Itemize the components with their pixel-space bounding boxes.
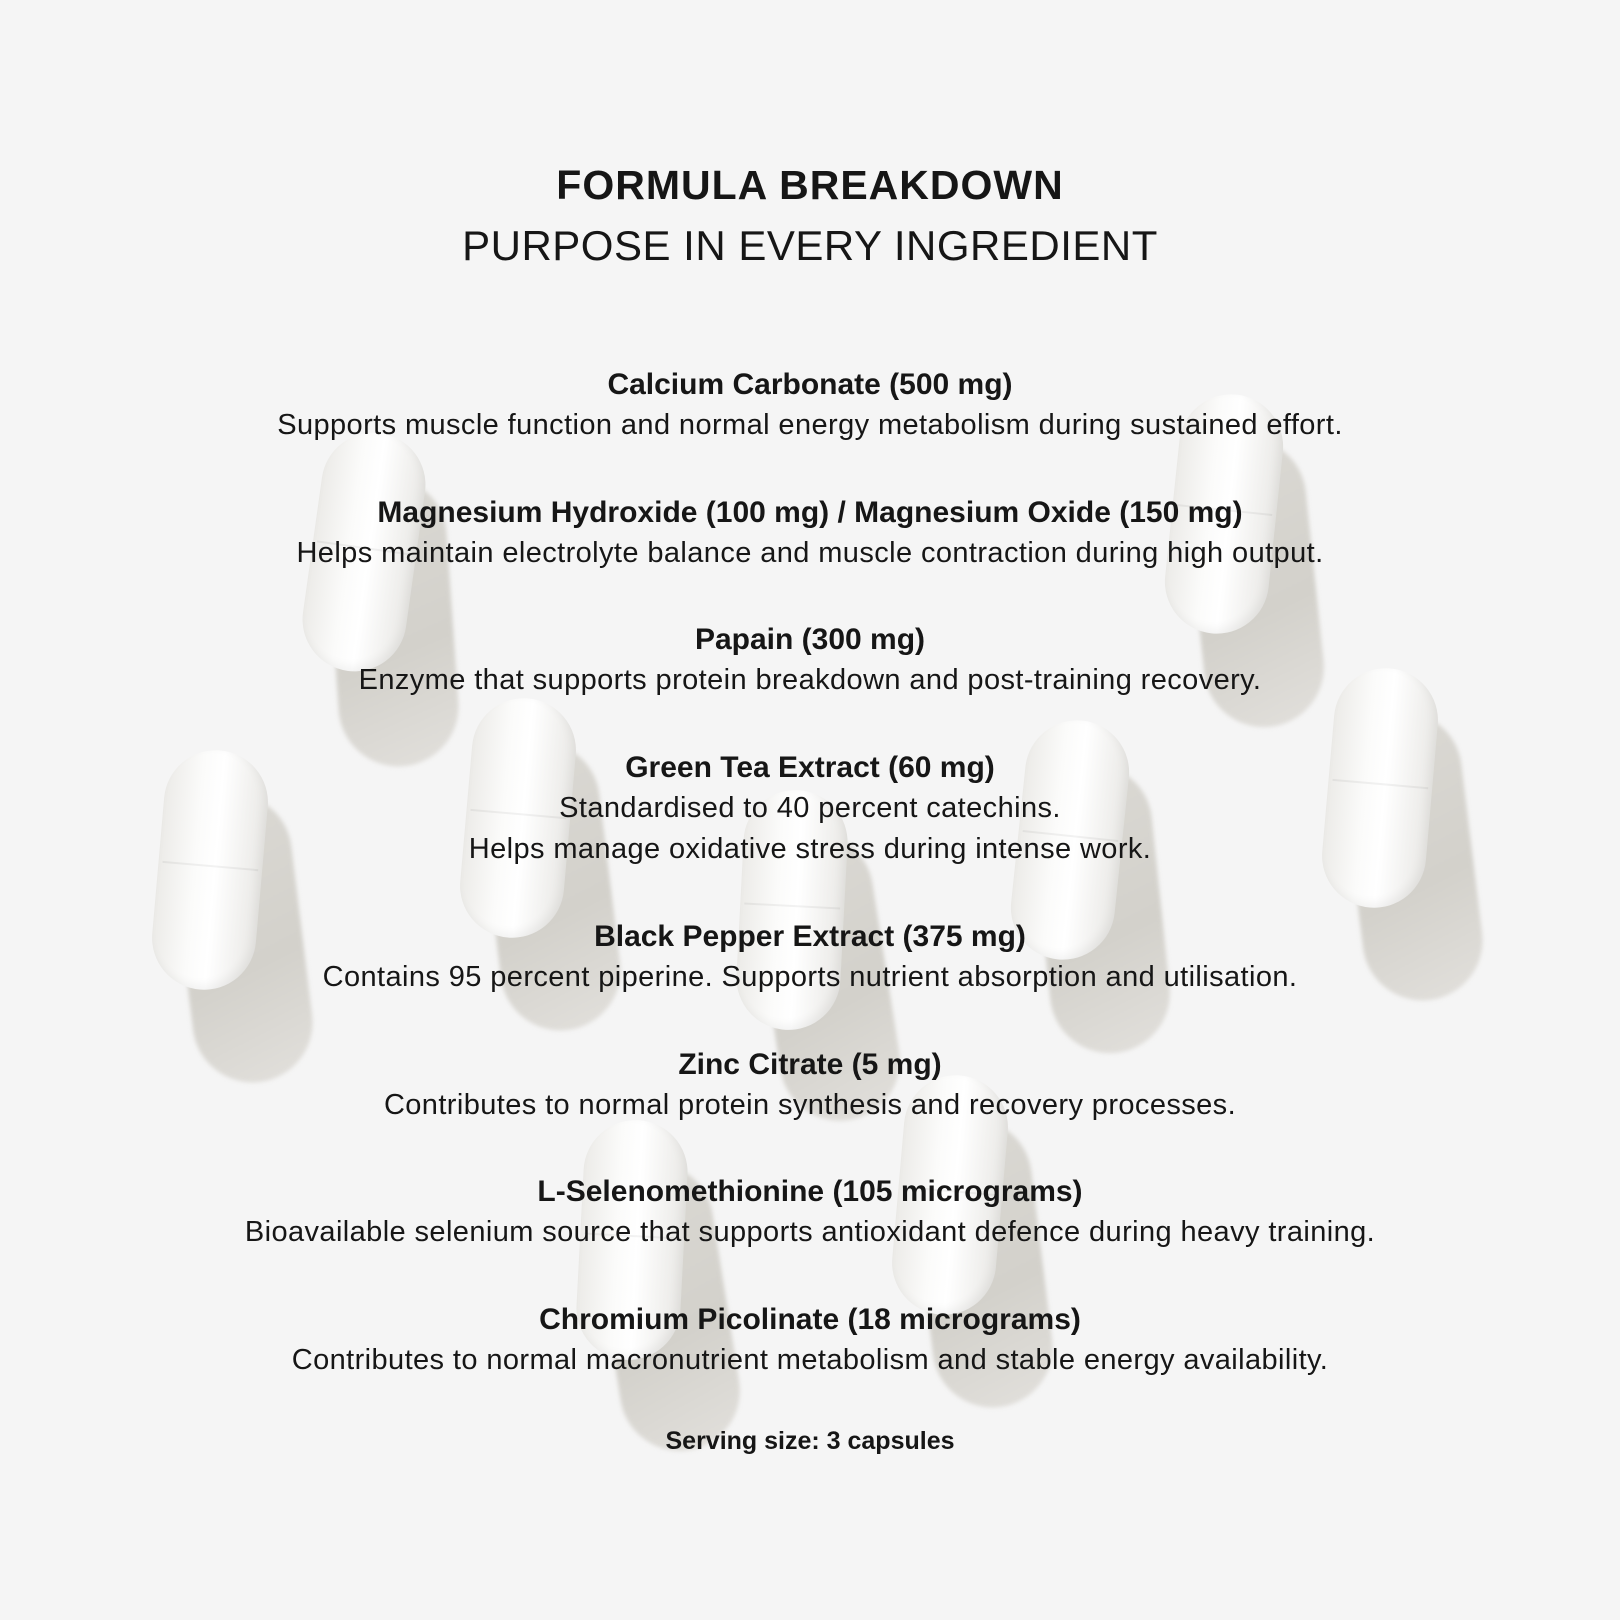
ingredient-description: Enzyme that supports protein breakdown and post-training recovery. — [358, 664, 1262, 696]
page-subtitle: PURPOSE IN EVERY INGREDIENT — [462, 222, 1158, 269]
page-title: FORMULA BREAKDOWN — [556, 162, 1064, 208]
ingredient-name: Magnesium Hydroxide (100 mg) / Magnesium Oxide (150 mg) — [377, 496, 1243, 529]
ingredient-name: Green Tea Extract (60 mg) — [625, 751, 995, 784]
ingredient-name: Calcium Carbonate (500 mg) — [607, 368, 1013, 401]
ingredient-item — [0, 747, 1620, 870]
ingredient-description: Bioavailable selenium source that supports antioxidant defence during heavy training. — [244, 1216, 1376, 1248]
ingredient-name: Chromium Picolinate (18 micrograms) — [539, 1303, 1081, 1336]
ingredient-description: Standardised to 40 percent catechins. — [559, 792, 1061, 824]
ingredient-description: Contributes to normal protein synthesis and recovery processes. — [383, 1089, 1237, 1121]
ingredient-name: Black Pepper Extract (375 mg) — [594, 920, 1026, 953]
ingredient-item — [0, 1044, 1620, 1126]
ingredient-item — [0, 1299, 1620, 1381]
ingredient-item — [0, 492, 1620, 574]
ingredient-item — [0, 1171, 1620, 1253]
ingredient-description: Contributes to normal macronutrient metabolism and stable energy availability. — [291, 1344, 1329, 1376]
ingredient-description: Supports muscle function and normal energy metabolism during sustained effort. — [277, 409, 1343, 441]
ingredient-name: L-Selenomethionine (105 micrograms) — [537, 1175, 1083, 1208]
ingredient-description: Helps maintain electrolyte balance and muscle contraction during high output. — [296, 537, 1324, 569]
ingredient-description: Contains 95 percent piperine. Supports nutrient absorption and utilisation. — [322, 961, 1298, 993]
ingredient-item — [0, 619, 1620, 701]
ingredient-name: Zinc Citrate (5 mg) — [678, 1048, 942, 1081]
ingredient-item — [0, 916, 1620, 998]
ingredient-name: Papain (300 mg) — [694, 623, 926, 656]
ingredient-description: Helps manage oxidative stress during intense work. — [468, 833, 1152, 865]
serving-size: Serving size: 3 capsules — [665, 1427, 955, 1455]
ingredient-item — [0, 364, 1620, 446]
